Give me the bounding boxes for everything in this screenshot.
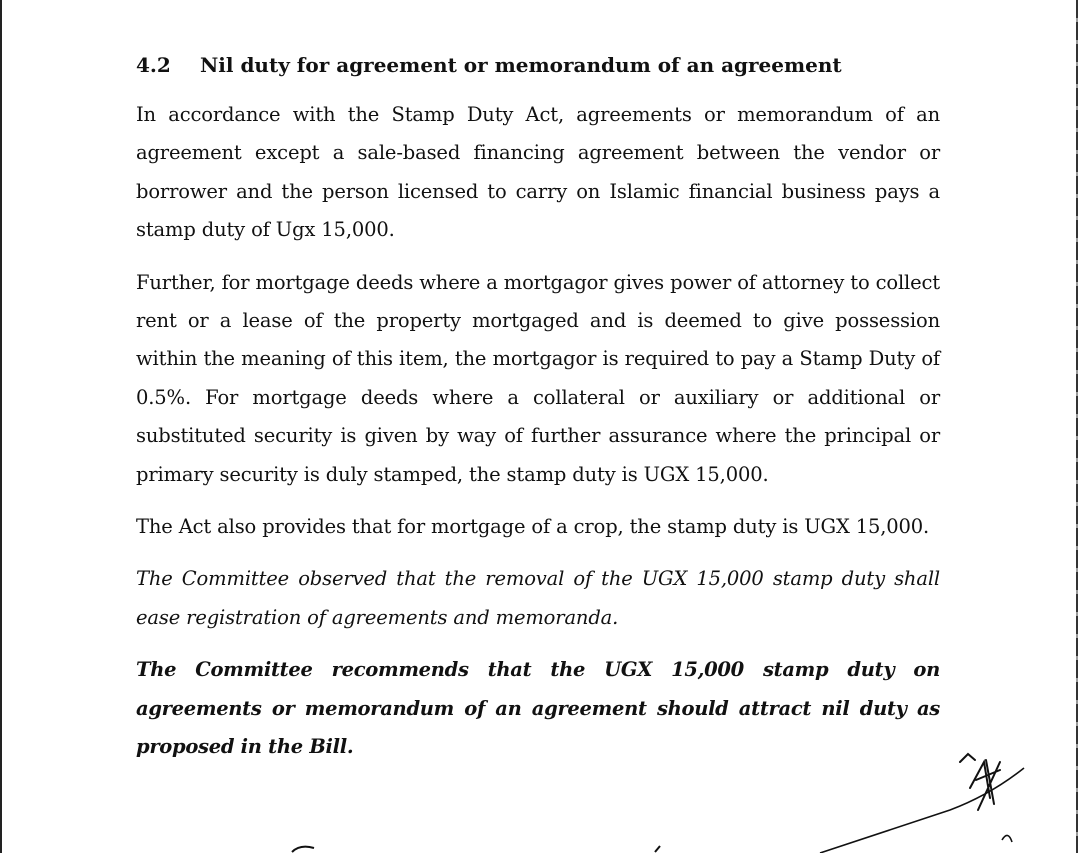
handwritten-signature — [800, 740, 1080, 853]
paragraph-crop-mortgage: The Act also provides that for mortgage of a crop, the stamp duty is UGX 15,000. — [136, 515, 930, 539]
page-right-edge — [1076, 0, 1078, 853]
committee-recommendation: The Committee recommends that the UGX 15,000 stamp duty on agreements or memorandum of an agreement should attract nil duty as proposed in the Bill. — [136, 658, 940, 759]
pen-mark-right — [655, 846, 660, 852]
paragraph-stamp-duty-act: In accordance with the Stamp Duty Act, agreements or memorandum of an agreement except a sale-based financing agreement between the vendor or borrower and the person licensed to carry on Islamic financial business pays a stamp duty of Ugx 15,000. — [136, 103, 940, 242]
page-content — [136, 46, 940, 781]
committee-observation: The Committee observed that the removal of the UGX 15,000 stamp duty shall ease registration of agreements and memoranda. — [136, 567, 940, 629]
signature-stroke — [820, 768, 1024, 853]
section-title: Nil duty for agreement or memorandum of an agreement — [200, 53, 842, 77]
paragraph-mortgage-deeds: Further, for mortgage deeds where a mortgagor gives power of attorney to collect rent or a lease of the property mortgaged and is deemed to give possession within the meaning of this item, the mortgagor is required to pay a Stamp Duty of 0.5%. For mortgage deeds where a collateral or auxiliary or additional or substituted security is given by way of further assurance where the principal or primary security is duly stamped, the stamp duty is UGX 15,000. — [136, 270, 940, 486]
signature-curl — [1002, 835, 1012, 842]
bottom-pen-marks — [280, 838, 700, 853]
pen-mark-left — [292, 847, 314, 852]
section-heading — [136, 46, 940, 84]
signature-initials — [960, 754, 1000, 810]
page-left-edge — [0, 0, 2, 853]
section-number: 4.2 — [136, 53, 171, 77]
